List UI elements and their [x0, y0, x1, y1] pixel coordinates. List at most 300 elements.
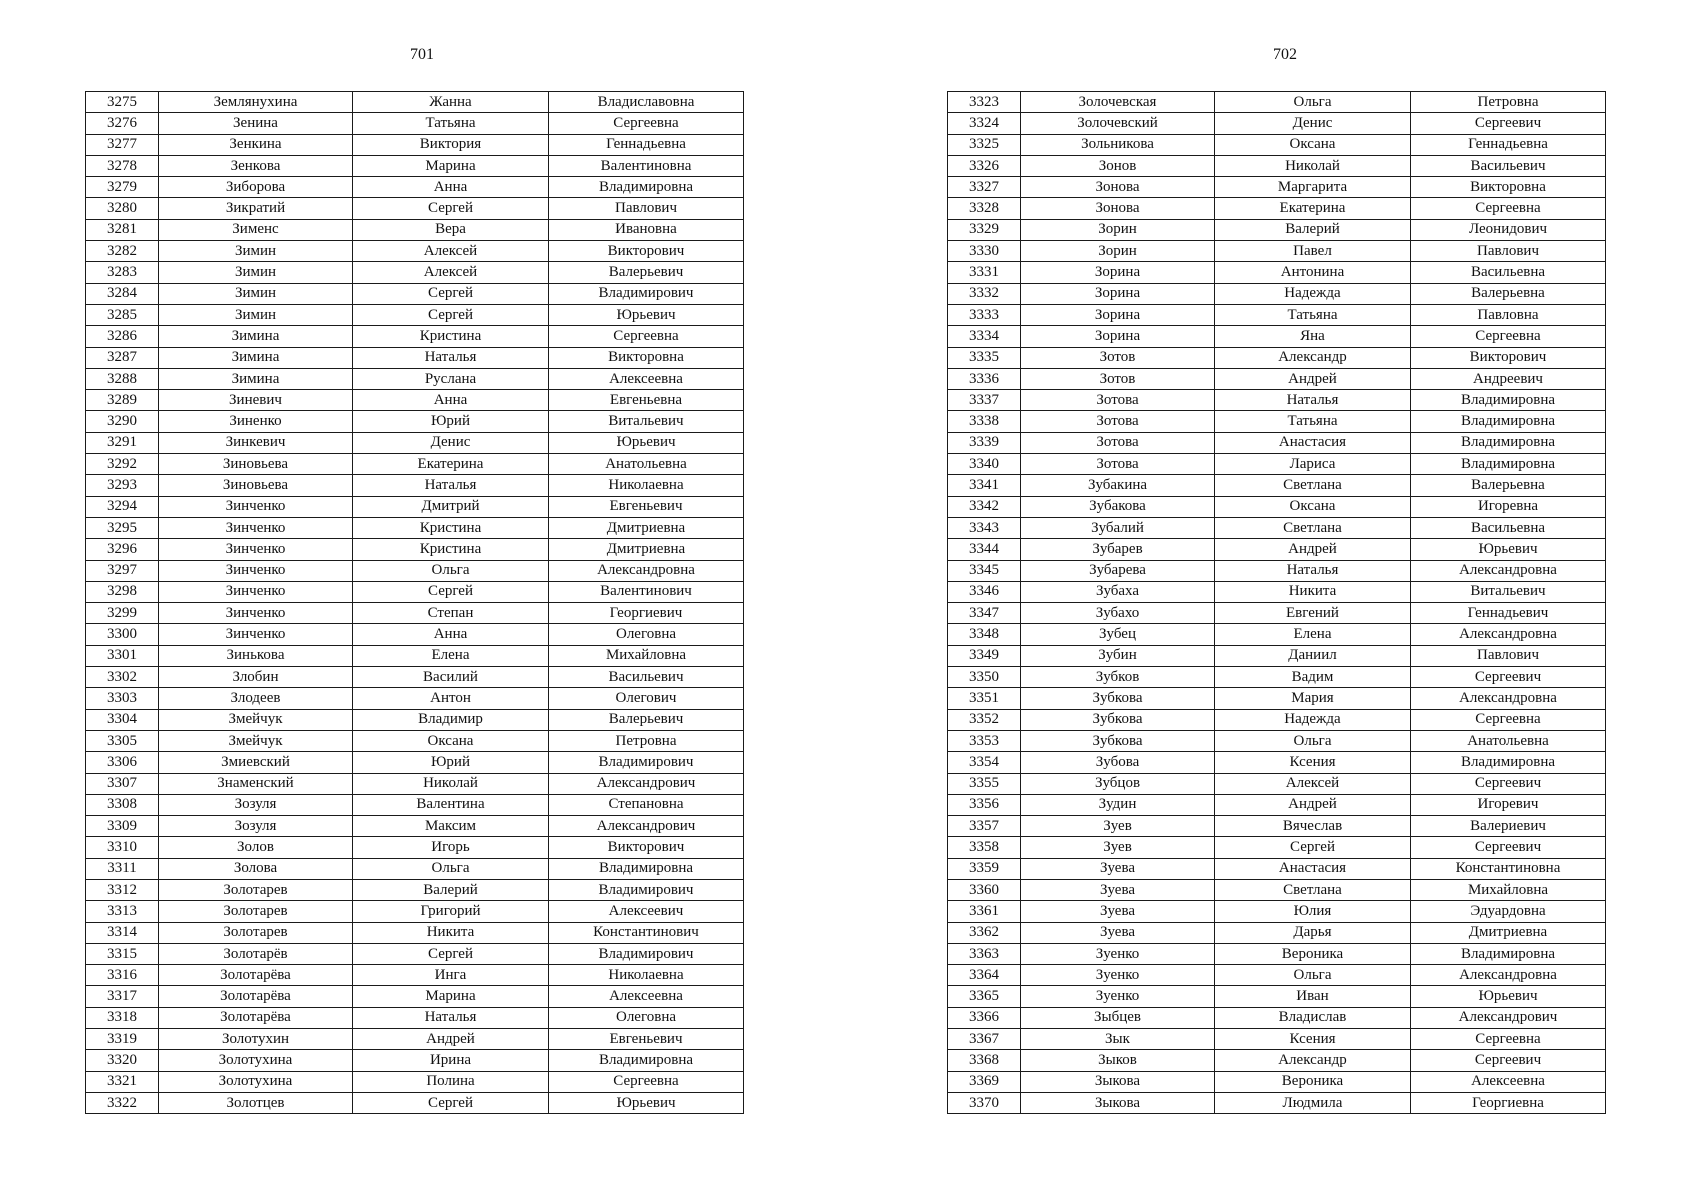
patronymic-cell: Сергеевич [1411, 113, 1606, 134]
patronymic-cell: Алексеевна [549, 986, 744, 1007]
patronymic-cell: Евгеньевич [549, 1029, 744, 1050]
table-row [948, 304, 1606, 325]
patronymic-cell: Сергеевна [549, 1071, 744, 1092]
first-name-cell: Вера [353, 219, 549, 240]
row-number-cell: 3355 [948, 773, 1021, 794]
first-name-cell: Вероника [1215, 1071, 1411, 1092]
table-row [86, 134, 744, 155]
last-name-cell: Змейчук [159, 709, 353, 730]
last-name-cell: Зиновьева [159, 454, 353, 475]
table-row [948, 901, 1606, 922]
table-row [86, 411, 744, 432]
table-row [86, 368, 744, 389]
row-number-cell: 3309 [86, 816, 159, 837]
patronymic-cell: Владимировна [1411, 943, 1606, 964]
table-row [86, 432, 744, 453]
first-name-cell: Максим [353, 816, 549, 837]
row-number-cell: 3353 [948, 730, 1021, 751]
patronymic-cell: Викторовна [1411, 177, 1606, 198]
row-number-cell: 3357 [948, 816, 1021, 837]
first-name-cell: Денис [353, 432, 549, 453]
last-name-cell: Зонова [1021, 198, 1215, 219]
patronymic-cell: Александровна [1411, 965, 1606, 986]
patronymic-cell: Владимирович [549, 943, 744, 964]
row-number-cell: 3308 [86, 794, 159, 815]
patronymic-cell: Владимировна [549, 177, 744, 198]
row-number-cell: 3321 [86, 1071, 159, 1092]
last-name-cell: Зинькова [159, 645, 353, 666]
table-row [948, 155, 1606, 176]
table-row [86, 603, 744, 624]
last-name-cell: Зуева [1021, 858, 1215, 879]
patronymic-cell: Евгеньевна [549, 390, 744, 411]
first-name-cell: Марина [353, 155, 549, 176]
row-number-cell: 3294 [86, 496, 159, 517]
table-row [948, 1071, 1606, 1092]
patronymic-cell: Васильевна [1411, 517, 1606, 538]
row-number-cell: 3317 [86, 986, 159, 1007]
patronymic-cell: Константиновна [1411, 858, 1606, 879]
last-name-cell: Зимина [159, 347, 353, 368]
patronymic-cell: Валентиновна [549, 155, 744, 176]
first-name-cell: Наталья [353, 1007, 549, 1028]
patronymic-cell: Анатольевна [1411, 730, 1606, 751]
table-row [948, 454, 1606, 475]
first-name-cell: Наталья [1215, 560, 1411, 581]
table-row [86, 475, 744, 496]
patronymic-cell: Валерьевич [549, 262, 744, 283]
last-name-cell: Зудин [1021, 794, 1215, 815]
row-number-cell: 3337 [948, 390, 1021, 411]
row-number-cell: 3350 [948, 667, 1021, 688]
patronymic-cell: Олеговна [549, 1007, 744, 1028]
patronymic-cell: Владимировна [1411, 432, 1606, 453]
table-row [86, 1071, 744, 1092]
row-number-cell: 3328 [948, 198, 1021, 219]
first-name-cell: Татьяна [1215, 304, 1411, 325]
patronymic-cell: Игоревна [1411, 496, 1606, 517]
row-number-cell: 3312 [86, 879, 159, 900]
patronymic-cell: Сергеевна [1411, 709, 1606, 730]
table-row [86, 879, 744, 900]
last-name-cell: Зозуля [159, 794, 353, 815]
last-name-cell: Зыкова [1021, 1092, 1215, 1113]
patronymic-cell: Алексеевна [1411, 1071, 1606, 1092]
first-name-cell: Мария [1215, 688, 1411, 709]
first-name-cell: Татьяна [353, 113, 549, 134]
patronymic-cell: Дмитриевна [1411, 922, 1606, 943]
row-number-cell: 3346 [948, 581, 1021, 602]
row-number-cell: 3336 [948, 368, 1021, 389]
patronymic-cell: Викторович [549, 241, 744, 262]
table-row [948, 496, 1606, 517]
first-name-cell: Иван [1215, 986, 1411, 1007]
table-row [948, 624, 1606, 645]
page-number-left: 701 [410, 46, 434, 63]
patronymic-cell: Степановна [549, 794, 744, 815]
table-row [948, 837, 1606, 858]
first-name-cell: Андрей [1215, 368, 1411, 389]
patronymic-cell: Юрьевич [549, 432, 744, 453]
patronymic-cell: Геннадьевна [1411, 134, 1606, 155]
last-name-cell: Зубарева [1021, 560, 1215, 581]
patronymic-cell: Валерьевна [1411, 283, 1606, 304]
last-name-cell: Золова [159, 858, 353, 879]
first-name-cell: Оксана [1215, 134, 1411, 155]
table-row [86, 1092, 744, 1113]
first-name-cell: Наталья [353, 475, 549, 496]
last-name-cell: Зыков [1021, 1050, 1215, 1071]
row-number-cell: 3351 [948, 688, 1021, 709]
last-name-cell: Зубова [1021, 752, 1215, 773]
patronymic-cell: Сергеевна [1411, 1029, 1606, 1050]
table-row [86, 326, 744, 347]
first-name-cell: Вероника [1215, 943, 1411, 964]
row-number-cell: 3319 [86, 1029, 159, 1050]
last-name-cell: Золотарёва [159, 986, 353, 1007]
patronymic-cell: Викторович [549, 837, 744, 858]
last-name-cell: Зубцов [1021, 773, 1215, 794]
row-number-cell: 3318 [86, 1007, 159, 1028]
row-number-cell: 3359 [948, 858, 1021, 879]
first-name-cell: Оксана [1215, 496, 1411, 517]
last-name-cell: Зинченко [159, 517, 353, 538]
row-number-cell: 3285 [86, 304, 159, 325]
patronymic-cell: Игоревич [1411, 794, 1606, 815]
names-table-left [85, 91, 744, 1114]
table-row [948, 752, 1606, 773]
table-row [86, 581, 744, 602]
last-name-cell: Зуенко [1021, 965, 1215, 986]
patronymic-cell: Витальевич [1411, 581, 1606, 602]
row-number-cell: 3320 [86, 1050, 159, 1071]
patronymic-cell: Владимировна [1411, 752, 1606, 773]
first-name-cell: Денис [1215, 113, 1411, 134]
last-name-cell: Зыкова [1021, 1071, 1215, 1092]
table-row [948, 688, 1606, 709]
patronymic-cell: Георгиевич [549, 603, 744, 624]
patronymic-cell: Юрьевич [1411, 986, 1606, 1007]
last-name-cell: Зинченко [159, 624, 353, 645]
row-number-cell: 3275 [86, 92, 159, 113]
row-number-cell: 3305 [86, 730, 159, 751]
row-number-cell: 3316 [86, 965, 159, 986]
first-name-cell: Надежда [1215, 709, 1411, 730]
row-number-cell: 3324 [948, 113, 1021, 134]
table-row [86, 837, 744, 858]
row-number-cell: 3282 [86, 241, 159, 262]
last-name-cell: Зимин [159, 241, 353, 262]
patronymic-cell: Александрович [549, 773, 744, 794]
patronymic-cell: Васильевна [1411, 262, 1606, 283]
table-row [948, 645, 1606, 666]
last-name-cell: Зорина [1021, 262, 1215, 283]
patronymic-cell: Викторовна [549, 347, 744, 368]
first-name-cell: Игорь [353, 837, 549, 858]
last-name-cell: Золотухина [159, 1050, 353, 1071]
table-row [948, 858, 1606, 879]
last-name-cell: Зенина [159, 113, 353, 134]
first-name-cell: Маргарита [1215, 177, 1411, 198]
row-number-cell: 3345 [948, 560, 1021, 581]
row-number-cell: 3363 [948, 943, 1021, 964]
table-row [948, 432, 1606, 453]
last-name-cell: Зиборова [159, 177, 353, 198]
last-name-cell: Зинченко [159, 581, 353, 602]
first-name-cell: Анна [353, 177, 549, 198]
first-name-cell: Сергей [353, 198, 549, 219]
page-number-right: 702 [1273, 46, 1297, 63]
table-row [86, 794, 744, 815]
patronymic-cell: Эдуардовна [1411, 901, 1606, 922]
last-name-cell: Зорина [1021, 304, 1215, 325]
row-number-cell: 3333 [948, 304, 1021, 325]
last-name-cell: Злобин [159, 667, 353, 688]
table-row [948, 539, 1606, 560]
first-name-cell: Евгений [1215, 603, 1411, 624]
first-name-cell: Сергей [353, 943, 549, 964]
table-row [86, 730, 744, 751]
first-name-cell: Ольга [1215, 965, 1411, 986]
patronymic-cell: Андреевич [1411, 368, 1606, 389]
patronymic-cell: Васильевич [549, 667, 744, 688]
row-number-cell: 3326 [948, 155, 1021, 176]
last-name-cell: Зубин [1021, 645, 1215, 666]
first-name-cell: Андрей [1215, 539, 1411, 560]
table-row [948, 134, 1606, 155]
row-number-cell: 3365 [948, 986, 1021, 1007]
row-number-cell: 3340 [948, 454, 1021, 475]
last-name-cell: Зимин [159, 262, 353, 283]
first-name-cell: Юрий [353, 752, 549, 773]
last-name-cell: Золотухин [159, 1029, 353, 1050]
row-number-cell: 3334 [948, 326, 1021, 347]
table-row [86, 113, 744, 134]
last-name-cell: Зуенко [1021, 943, 1215, 964]
names-table-right [947, 91, 1606, 1114]
table-row [86, 645, 744, 666]
table-row [948, 879, 1606, 900]
first-name-cell: Григорий [353, 901, 549, 922]
table-row [86, 283, 744, 304]
patronymic-cell: Васильевич [1411, 155, 1606, 176]
row-number-cell: 3368 [948, 1050, 1021, 1071]
last-name-cell: Знаменский [159, 773, 353, 794]
last-name-cell: Зуев [1021, 816, 1215, 837]
first-name-cell: Сергей [353, 304, 549, 325]
last-name-cell: Зинкевич [159, 432, 353, 453]
patronymic-cell: Владимировна [1411, 390, 1606, 411]
row-number-cell: 3280 [86, 198, 159, 219]
first-name-cell: Антонина [1215, 262, 1411, 283]
patronymic-cell: Константинович [549, 922, 744, 943]
first-name-cell: Людмила [1215, 1092, 1411, 1113]
row-number-cell: 3341 [948, 475, 1021, 496]
patronymic-cell: Валерьевна [1411, 475, 1606, 496]
first-name-cell: Татьяна [1215, 411, 1411, 432]
table-row [948, 603, 1606, 624]
table-row [948, 709, 1606, 730]
first-name-cell: Антон [353, 688, 549, 709]
first-name-cell: Инга [353, 965, 549, 986]
last-name-cell: Зенкова [159, 155, 353, 176]
last-name-cell: Зорин [1021, 219, 1215, 240]
first-name-cell: Дмитрий [353, 496, 549, 517]
patronymic-cell: Владимирович [549, 879, 744, 900]
table-row [86, 667, 744, 688]
row-number-cell: 3301 [86, 645, 159, 666]
first-name-cell: Даниил [1215, 645, 1411, 666]
table-row [948, 411, 1606, 432]
first-name-cell: Марина [353, 986, 549, 1007]
table-row [948, 816, 1606, 837]
first-name-cell: Сергей [353, 283, 549, 304]
first-name-cell: Кристина [353, 517, 549, 538]
last-name-cell: Землянухина [159, 92, 353, 113]
table-row [86, 390, 744, 411]
table-row [948, 198, 1606, 219]
last-name-cell: Зимин [159, 304, 353, 325]
row-number-cell: 3366 [948, 1007, 1021, 1028]
first-name-cell: Жанна [353, 92, 549, 113]
first-name-cell: Ирина [353, 1050, 549, 1071]
last-name-cell: Зимин [159, 283, 353, 304]
row-number-cell: 3286 [86, 326, 159, 347]
row-number-cell: 3310 [86, 837, 159, 858]
row-number-cell: 3298 [86, 581, 159, 602]
row-number-cell: 3347 [948, 603, 1021, 624]
patronymic-cell: Валериевич [1411, 816, 1606, 837]
first-name-cell: Владислав [1215, 1007, 1411, 1028]
row-number-cell: 3335 [948, 347, 1021, 368]
first-name-cell: Дарья [1215, 922, 1411, 943]
first-name-cell: Вячеслав [1215, 816, 1411, 837]
first-name-cell: Оксана [353, 730, 549, 751]
table-row [948, 1092, 1606, 1113]
last-name-cell: Зотова [1021, 390, 1215, 411]
table-row [948, 368, 1606, 389]
first-name-cell: Светлана [1215, 475, 1411, 496]
table-row [948, 390, 1606, 411]
table-row [86, 688, 744, 709]
row-number-cell: 3284 [86, 283, 159, 304]
first-name-cell: Анна [353, 624, 549, 645]
first-name-cell: Алексей [1215, 773, 1411, 794]
last-name-cell: Зуева [1021, 901, 1215, 922]
last-name-cell: Зубакова [1021, 496, 1215, 517]
first-name-cell: Алексей [353, 262, 549, 283]
last-name-cell: Зубкова [1021, 688, 1215, 709]
last-name-cell: Зубалий [1021, 517, 1215, 538]
first-name-cell: Ольга [1215, 730, 1411, 751]
last-name-cell: Зимина [159, 368, 353, 389]
patronymic-cell: Сергеевна [549, 113, 744, 134]
row-number-cell: 3362 [948, 922, 1021, 943]
last-name-cell: Зуева [1021, 922, 1215, 943]
patronymic-cell: Александровна [1411, 560, 1606, 581]
last-name-cell: Зиненко [159, 411, 353, 432]
row-number-cell: 3342 [948, 496, 1021, 517]
first-name-cell: Николай [1215, 155, 1411, 176]
row-number-cell: 3314 [86, 922, 159, 943]
row-number-cell: 3295 [86, 517, 159, 538]
table-row [86, 219, 744, 240]
last-name-cell: Зинченко [159, 496, 353, 517]
first-name-cell: Лариса [1215, 454, 1411, 475]
patronymic-cell: Владимирович [549, 283, 744, 304]
row-number-cell: 3303 [86, 688, 159, 709]
patronymic-cell: Дмитриевна [549, 539, 744, 560]
patronymic-cell: Сергеевна [549, 326, 744, 347]
first-name-cell: Степан [353, 603, 549, 624]
first-name-cell: Светлана [1215, 879, 1411, 900]
row-number-cell: 3322 [86, 1092, 159, 1113]
patronymic-cell: Владимировна [1411, 454, 1606, 475]
patronymic-cell: Ивановна [549, 219, 744, 240]
patronymic-cell: Сергеевна [1411, 198, 1606, 219]
patronymic-cell: Геннадьевна [549, 134, 744, 155]
row-number-cell: 3348 [948, 624, 1021, 645]
table-row [86, 965, 744, 986]
row-number-cell: 3313 [86, 901, 159, 922]
patronymic-cell: Сергеевна [1411, 326, 1606, 347]
first-name-cell: Ольга [353, 858, 549, 879]
table-row [86, 624, 744, 645]
patronymic-cell: Валентинович [549, 581, 744, 602]
row-number-cell: 3331 [948, 262, 1021, 283]
table-row [948, 113, 1606, 134]
last-name-cell: Зорина [1021, 283, 1215, 304]
first-name-cell: Руслана [353, 368, 549, 389]
table-row [86, 517, 744, 538]
last-name-cell: Зотов [1021, 347, 1215, 368]
row-number-cell: 3307 [86, 773, 159, 794]
table-row [86, 241, 744, 262]
table-row [86, 986, 744, 1007]
table-row [948, 1029, 1606, 1050]
row-number-cell: 3292 [86, 454, 159, 475]
first-name-cell: Кристина [353, 326, 549, 347]
table-row [948, 922, 1606, 943]
last-name-cell: Золотарев [159, 901, 353, 922]
table-row [86, 922, 744, 943]
first-name-cell: Андрей [353, 1029, 549, 1050]
table-row [86, 752, 744, 773]
patronymic-cell: Дмитриевна [549, 517, 744, 538]
table-row [86, 709, 744, 730]
row-number-cell: 3356 [948, 794, 1021, 815]
row-number-cell: 3283 [86, 262, 159, 283]
first-name-cell: Ольга [1215, 92, 1411, 113]
first-name-cell: Андрей [1215, 794, 1411, 815]
table-row [86, 539, 744, 560]
last-name-cell: Зотова [1021, 411, 1215, 432]
first-name-cell: Валерий [353, 879, 549, 900]
first-name-cell: Полина [353, 1071, 549, 1092]
first-name-cell: Николай [353, 773, 549, 794]
last-name-cell: Зименс [159, 219, 353, 240]
patronymic-cell: Юрьевич [549, 304, 744, 325]
row-number-cell: 3358 [948, 837, 1021, 858]
first-name-cell: Наталья [353, 347, 549, 368]
patronymic-cell: Витальевич [549, 411, 744, 432]
table-row [948, 667, 1606, 688]
patronymic-cell: Владимировна [549, 858, 744, 879]
row-number-cell: 3344 [948, 539, 1021, 560]
patronymic-cell: Викторович [1411, 347, 1606, 368]
last-name-cell: Зинченко [159, 603, 353, 624]
last-name-cell: Зубаха [1021, 581, 1215, 602]
